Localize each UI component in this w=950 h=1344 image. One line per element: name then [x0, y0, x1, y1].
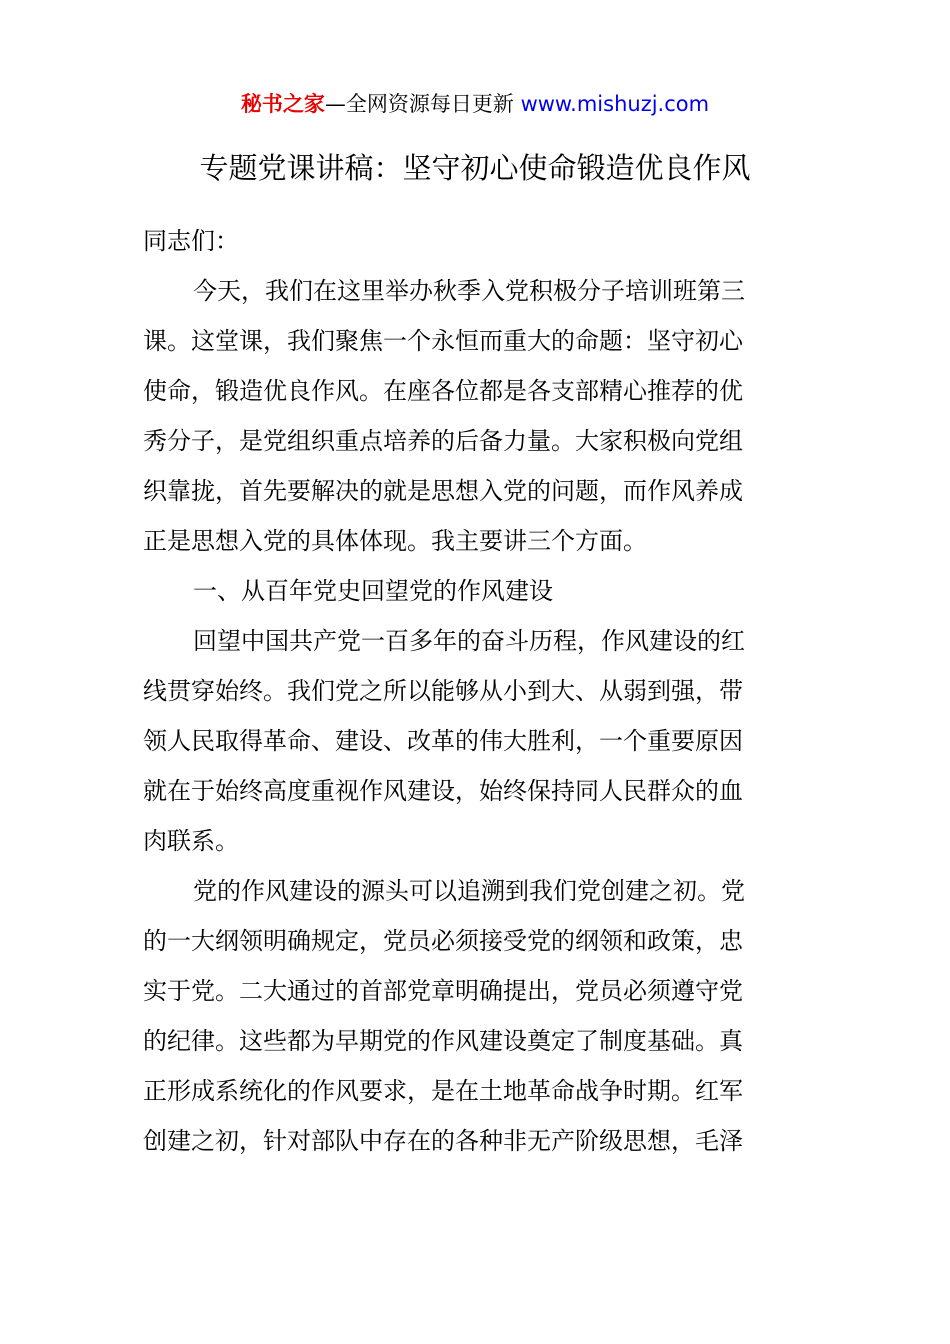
paragraph-line: 正是思想入党的具体体现。我主要讲三个方面。: [143, 527, 647, 555]
paragraph-line: 线贯穿始终。我们党之所以能够从小到大、从弱到强，带: [143, 677, 743, 705]
paragraph-line: 今天，我们在这里举办秋季入党积极分子培训班第三: [193, 277, 745, 305]
paragraph-line: 领人民取得革命、建设、改革的伟大胜利，一个重要原因: [143, 727, 743, 755]
document-body: [143, 216, 809, 1166]
site-brand: 秘书之家: [240, 92, 325, 116]
paragraph-line: 使命，锻造优良作风。在座各位都是各支部精心推荐的优: [143, 377, 743, 405]
paragraph-line: 秀分子，是党组织重点培养的后备力量。大家积极向党组: [143, 427, 743, 455]
site-url-link[interactable]: www.mishuzj.com: [520, 92, 710, 116]
site-tagline: —全网资源每日更新: [324, 92, 521, 116]
paragraph-line: 实于党。二大通过的首部党章明确提出，党员必须遵守党: [143, 977, 743, 1005]
paragraph-line: 课。这堂课，我们聚焦一个永恒而重大的命题：坚守初心: [143, 327, 743, 355]
paragraph-line: 织靠拢，首先要解决的就是思想入党的问题，而作风养成: [143, 477, 743, 505]
paragraph-line: 回望中国共产党一百多年的奋斗历程，作风建设的红: [193, 627, 745, 655]
paragraph-line: 正形成系统化的作风要求，是在土地革命战争时期。红军: [143, 1077, 743, 1105]
paragraph-line: 的纪律。这些都为早期党的作风建设奠定了制度基础。真: [143, 1027, 743, 1055]
paragraph-line: 的一大纲领明确规定，党员必须接受党的纲领和政策，忠: [143, 927, 743, 955]
section-heading: 一、从百年党史回望党的作风建设: [193, 577, 553, 605]
paragraph-line: 创建之初，针对部队中存在的各种非无产阶级思想，毛泽: [143, 1127, 743, 1155]
site-header: [0, 86, 950, 122]
paragraph-line: 党的作风建设的源头可以追溯到我们党创建之初。党: [193, 877, 745, 905]
document-title: 专题党课讲稿：坚守初心使命锻造优良作风: [199, 151, 751, 185]
paragraph-line: 肉联系。: [143, 827, 239, 855]
salutation: 同志们：: [143, 227, 239, 255]
paragraph-line: 就在于始终高度重视作风建设，始终保持同人民群众的血: [143, 777, 743, 805]
